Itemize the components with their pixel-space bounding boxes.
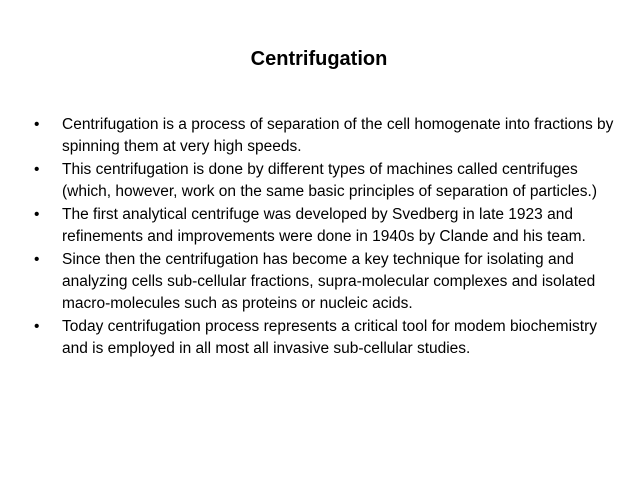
bullet-text: This centrifugation is done by different types of machines called centrifuges (which, however, work on the same basic principles of separation of particles.)	[62, 161, 597, 200]
bullet-icon: •	[34, 206, 40, 223]
bullet-text: The first analytical centrifuge was developed by Svedberg in late 1923 and refinements and improvements were done in 1940s by Clande and his team.	[62, 206, 586, 245]
slide-title: Centrifugation	[250, 48, 388, 70]
bullet-item	[34, 249, 614, 315]
bullet-text: Since then the centrifugation has become a key technique for isolating and analyzing cells sub-cellular fractions, supra-molecular complexes and isolated macro-molecules such as proteins or nucleic acids.	[62, 251, 596, 312]
bullet-icon: •	[34, 116, 40, 133]
bullet-list	[34, 114, 614, 361]
bullet-icon: •	[34, 318, 40, 335]
bullet-item	[34, 114, 614, 158]
bullet-text: Centrifugation is a process of separation of the cell homogenate into fractions by spinning them at very high speeds.	[62, 116, 614, 155]
bullet-item	[34, 204, 614, 248]
bullet-icon: •	[34, 251, 40, 268]
bullet-item	[34, 159, 614, 203]
bullet-item	[34, 316, 614, 360]
bullet-text: Today centrifugation process represents a critical tool for modem biochemistry and is employed in all most all invasive sub-cellular studies.	[62, 318, 597, 357]
bullet-icon: •	[34, 161, 40, 178]
